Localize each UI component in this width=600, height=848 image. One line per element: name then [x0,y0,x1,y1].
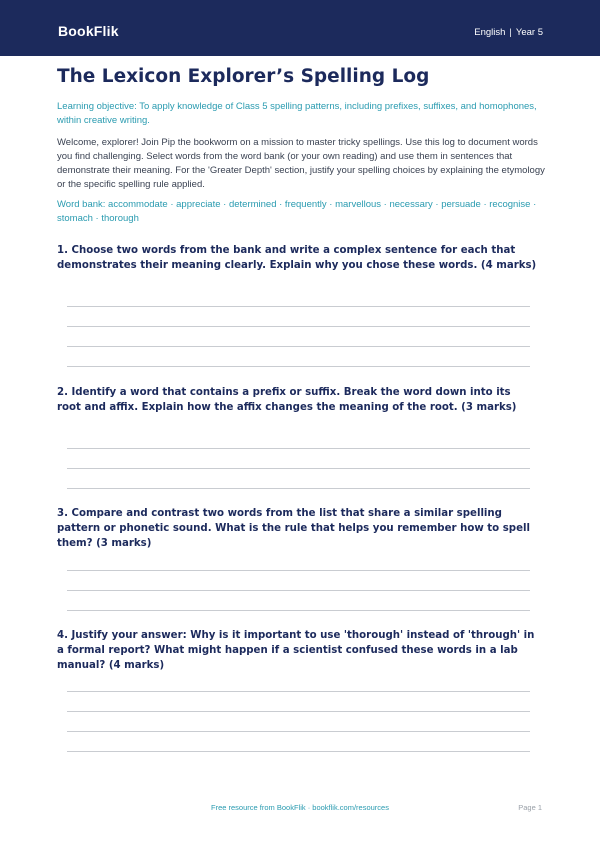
year-label: Year 5 [515,27,543,38]
page-header [0,0,600,56]
answer-line[interactable] [67,488,530,489]
answer-line[interactable] [67,448,530,449]
subject-meta [474,27,543,39]
answer-line[interactable] [67,711,530,712]
page-number: Page 1 [518,803,542,812]
question-4: 4. Justify your answer: Why is it important to use 'thorough' instead of 'through' in a formal report? What might happen if a scientist confused these words in a lab manual? (4 marks) [57,630,535,671]
intro-paragraph: Welcome, explorer! Join Pip the bookworm on a mission to master tricky spellings. Use this log to document words you find challenging. Select words from the word bank (or your own reading) and use them in sentences that demonstrate their meaning. For the 'Greater Depth' section, justify your spelling choices by explaining the etymology or the specific spelling rule applied. [57,137,545,190]
question-1: 1. Choose two words from the bank and write a complex sentence for each that demonstrates their meaning clearly. Explain why you chose these words. (4 marks) [57,245,537,271]
footer-source-link[interactable]: Free resource from BookFlik · bookflik.com/resources [211,803,389,812]
answer-line[interactable] [67,691,530,692]
answer-line[interactable] [67,731,530,732]
answer-line[interactable] [67,306,530,307]
meta-separator: | [509,27,512,38]
question-2: 2. Identify a word that contains a prefix or suffix. Break the word down into its root and affix. Explain how the affix changes the meaning of the root. (3 marks) [57,387,517,413]
subject-label: English [474,27,506,38]
answer-line[interactable] [67,326,530,327]
page-title: The Lexicon Explorer’s Spelling Log [57,66,430,87]
answer-line[interactable] [67,590,530,591]
word-bank: Word bank: accommodate · appreciate · determined · frequently · marvellous · necessary · persuade · recognise · stomach · thorough [57,199,537,224]
answer-line[interactable] [67,346,530,347]
answer-line[interactable] [67,468,530,469]
answer-line[interactable] [67,366,530,367]
learning-objective: Learning objective: To apply knowledge of Class 5 spelling patterns, including prefixes, suffixes, and homophones, within creative writing. [57,101,537,126]
brand-logo: BookFlik [58,23,119,39]
answer-line[interactable] [67,610,530,611]
answer-line[interactable] [67,751,530,752]
question-3: 3. Compare and contrast two words from the list that share a similar spelling pattern or phonetic sound. What is the rule that helps you remember how to spell them? (3 marks) [57,508,530,549]
answer-line[interactable] [67,570,530,571]
page-footer [0,802,600,816]
